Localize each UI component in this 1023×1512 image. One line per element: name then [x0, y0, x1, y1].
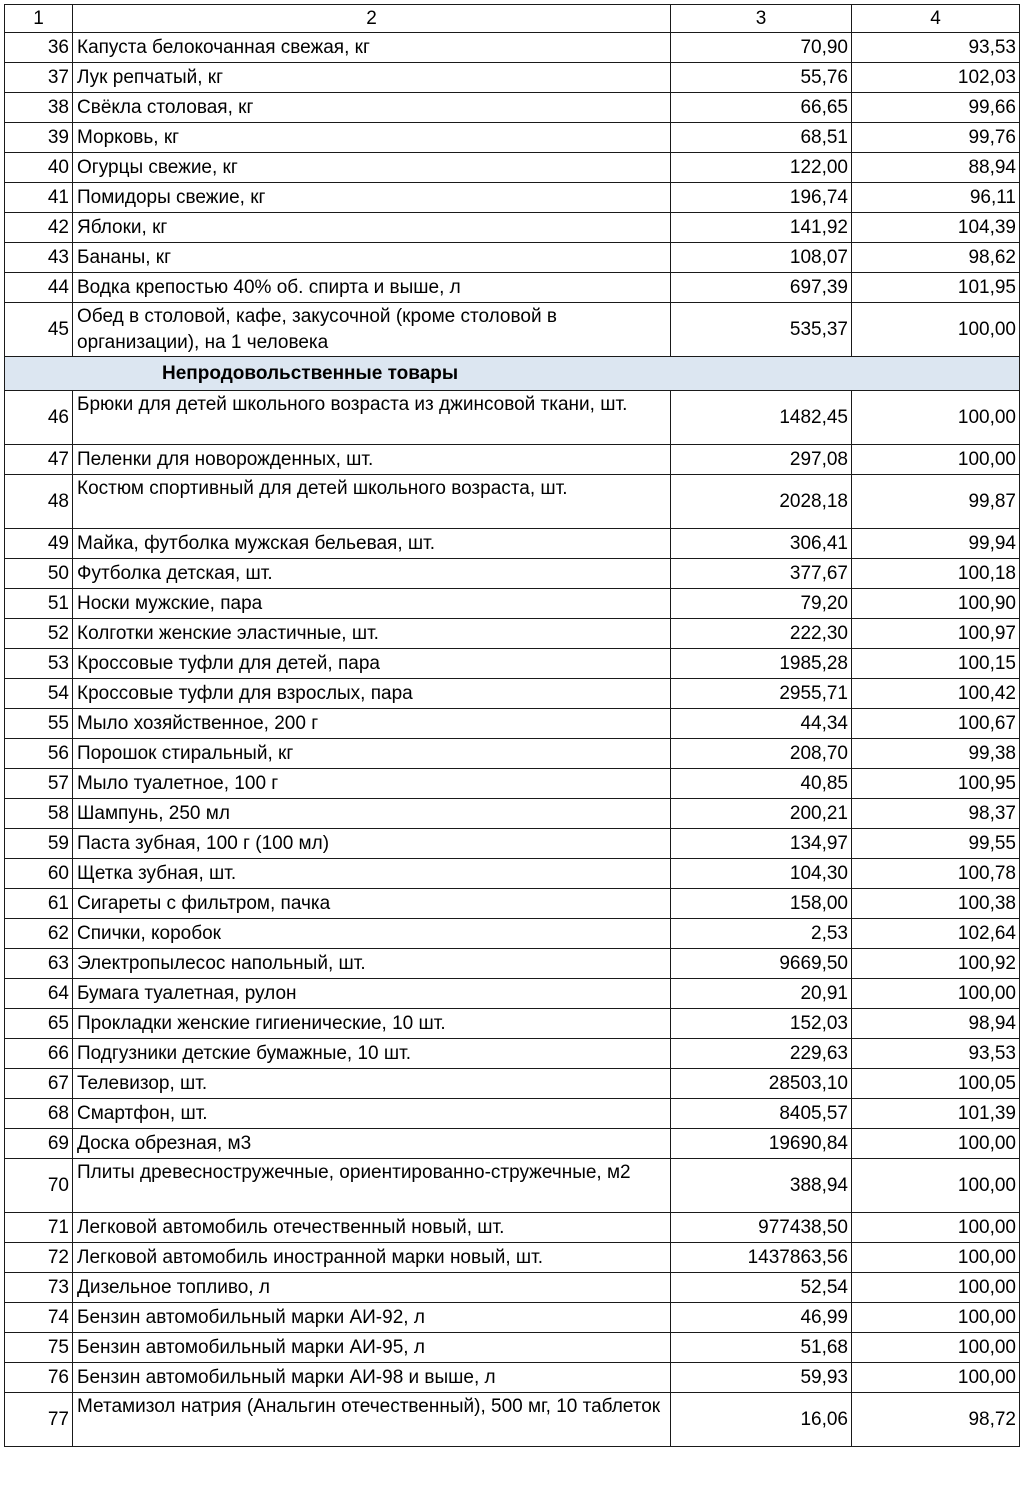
item-price-index: 100,42	[852, 679, 1020, 709]
row-number: 64	[5, 979, 73, 1009]
item-price: 388,94	[671, 1159, 852, 1213]
item-price-index: 101,39	[852, 1099, 1020, 1129]
item-price-index: 100,00	[852, 1333, 1020, 1363]
item-name: Щетка зубная, шт.	[73, 859, 671, 889]
item-price-index: 100,00	[852, 1159, 1020, 1213]
item-price: 977438,50	[671, 1213, 852, 1243]
item-price: 377,67	[671, 559, 852, 589]
item-price: 158,00	[671, 889, 852, 919]
item-price: 152,03	[671, 1009, 852, 1039]
table-row	[5, 979, 1020, 1009]
table-row	[5, 589, 1020, 619]
table-row	[5, 859, 1020, 889]
item-name: Кроссовые туфли для взрослых, пара	[73, 679, 671, 709]
header-col-3: 3	[671, 5, 852, 33]
header-col-4: 4	[852, 5, 1020, 33]
table-row	[5, 475, 1020, 529]
row-number: 73	[5, 1273, 73, 1303]
item-price: 297,08	[671, 445, 852, 475]
table-row	[5, 559, 1020, 589]
item-price: 70,90	[671, 33, 852, 63]
row-number: 44	[5, 273, 73, 303]
item-name: Сигареты с фильтром, пачка	[73, 889, 671, 919]
item-price-index: 100,05	[852, 1069, 1020, 1099]
item-price: 8405,57	[671, 1099, 852, 1129]
item-price: 28503,10	[671, 1069, 852, 1099]
item-name: Колготки женские эластичные, шт.	[73, 619, 671, 649]
item-price-index: 104,39	[852, 213, 1020, 243]
item-price: 1985,28	[671, 649, 852, 679]
item-price-index: 100,00	[852, 979, 1020, 1009]
item-price-index: 101,95	[852, 273, 1020, 303]
table-row	[5, 919, 1020, 949]
item-name: Мыло туалетное, 100 г	[73, 769, 671, 799]
item-name: Водка крепостью 40% об. спирта и выше, л	[73, 273, 671, 303]
table-row	[5, 1393, 1020, 1447]
row-number: 54	[5, 679, 73, 709]
item-price: 141,92	[671, 213, 852, 243]
table-row	[5, 153, 1020, 183]
row-number: 37	[5, 63, 73, 93]
row-number: 59	[5, 829, 73, 859]
item-price: 200,21	[671, 799, 852, 829]
item-price-index: 98,72	[852, 1393, 1020, 1447]
row-number: 67	[5, 1069, 73, 1099]
table-row	[5, 243, 1020, 273]
table-row	[5, 1069, 1020, 1099]
item-name: Подгузники детские бумажные, 10 шт.	[73, 1039, 671, 1069]
item-price: 306,41	[671, 529, 852, 559]
item-price: 697,39	[671, 273, 852, 303]
item-price: 40,85	[671, 769, 852, 799]
item-price: 66,65	[671, 93, 852, 123]
row-number: 69	[5, 1129, 73, 1159]
item-price: 55,76	[671, 63, 852, 93]
item-price: 229,63	[671, 1039, 852, 1069]
item-price-index: 88,94	[852, 153, 1020, 183]
item-price-index: 102,03	[852, 63, 1020, 93]
table-row	[5, 1099, 1020, 1129]
item-price: 196,74	[671, 183, 852, 213]
item-price-index: 100,00	[852, 1213, 1020, 1243]
row-number: 61	[5, 889, 73, 919]
row-number: 76	[5, 1363, 73, 1393]
item-price-index: 100,90	[852, 589, 1020, 619]
item-price: 1437863,56	[671, 1243, 852, 1273]
item-name: Прокладки женские гигиенические, 10 шт.	[73, 1009, 671, 1039]
item-name: Электропылесос напольный, шт.	[73, 949, 671, 979]
item-name: Бумага туалетная, рулон	[73, 979, 671, 1009]
item-price: 16,06	[671, 1393, 852, 1447]
item-price-index: 99,76	[852, 123, 1020, 153]
row-number: 40	[5, 153, 73, 183]
item-name: Морковь, кг	[73, 123, 671, 153]
item-name: Шампунь, 250 мл	[73, 799, 671, 829]
row-number: 77	[5, 1393, 73, 1447]
row-number: 45	[5, 303, 73, 357]
row-number: 53	[5, 649, 73, 679]
table-row	[5, 619, 1020, 649]
item-name: Лук репчатый, кг	[73, 63, 671, 93]
table-row	[5, 739, 1020, 769]
item-price-index: 100,00	[852, 1243, 1020, 1273]
item-price-index: 100,00	[852, 1273, 1020, 1303]
item-price: 208,70	[671, 739, 852, 769]
item-price-index: 100,18	[852, 559, 1020, 589]
table-row	[5, 1303, 1020, 1333]
row-number: 47	[5, 445, 73, 475]
table-row	[5, 123, 1020, 153]
item-price-index: 99,66	[852, 93, 1020, 123]
item-name: Майка, футболка мужская бельевая, шт.	[73, 529, 671, 559]
table-row	[5, 1333, 1020, 1363]
item-name: Паста зубная, 100 г (100 мл)	[73, 829, 671, 859]
row-number: 52	[5, 619, 73, 649]
item-price: 44,34	[671, 709, 852, 739]
table-row	[5, 391, 1020, 445]
row-number: 36	[5, 33, 73, 63]
item-price-index: 99,38	[852, 739, 1020, 769]
row-number: 51	[5, 589, 73, 619]
item-price-index: 100,00	[852, 1129, 1020, 1159]
row-number: 38	[5, 93, 73, 123]
price-table	[4, 4, 1020, 1447]
item-price-index: 100,67	[852, 709, 1020, 739]
item-name: Бензин автомобильный марки АИ-92, л	[73, 1303, 671, 1333]
table-row	[5, 889, 1020, 919]
item-price-index: 99,55	[852, 829, 1020, 859]
item-price: 9669,50	[671, 949, 852, 979]
row-number: 70	[5, 1159, 73, 1213]
item-price-index: 100,38	[852, 889, 1020, 919]
row-number: 41	[5, 183, 73, 213]
table-row	[5, 183, 1020, 213]
item-price: 79,20	[671, 589, 852, 619]
item-price: 2028,18	[671, 475, 852, 529]
item-price-index: 100,92	[852, 949, 1020, 979]
item-name: Свёкла столовая, кг	[73, 93, 671, 123]
item-price: 59,93	[671, 1363, 852, 1393]
food-section	[5, 33, 1020, 357]
header-col-2: 2	[73, 5, 671, 33]
item-price-index: 100,00	[852, 303, 1020, 357]
item-price: 68,51	[671, 123, 852, 153]
table-row	[5, 829, 1020, 859]
row-number: 62	[5, 919, 73, 949]
item-name: Обед в столовой, кафе, закусочной (кроме столовой в организации), на 1 человека	[73, 303, 671, 357]
item-price-index: 99,94	[852, 529, 1020, 559]
item-name: Дизельное топливо, л	[73, 1273, 671, 1303]
row-number: 49	[5, 529, 73, 559]
item-name: Спички, коробок	[73, 919, 671, 949]
item-price: 535,37	[671, 303, 852, 357]
table-row	[5, 769, 1020, 799]
item-name: Бензин автомобильный марки АИ-95, л	[73, 1333, 671, 1363]
item-name: Капуста белокочанная свежая, кг	[73, 33, 671, 63]
item-price: 20,91	[671, 979, 852, 1009]
item-name: Порошок стиральный, кг	[73, 739, 671, 769]
item-price-index: 100,00	[852, 391, 1020, 445]
item-price-index: 100,00	[852, 1363, 1020, 1393]
item-price-index: 98,37	[852, 799, 1020, 829]
table-row	[5, 93, 1020, 123]
item-price-index: 93,53	[852, 1039, 1020, 1069]
item-name: Огурцы свежие, кг	[73, 153, 671, 183]
item-price-index: 93,53	[852, 33, 1020, 63]
item-price: 46,99	[671, 1303, 852, 1333]
item-price: 2955,71	[671, 679, 852, 709]
table-row	[5, 799, 1020, 829]
item-price: 2,53	[671, 919, 852, 949]
item-price: 122,00	[671, 153, 852, 183]
item-price-index: 96,11	[852, 183, 1020, 213]
table-row	[5, 1243, 1020, 1273]
row-number: 39	[5, 123, 73, 153]
row-number: 71	[5, 1213, 73, 1243]
item-price: 1482,45	[671, 391, 852, 445]
item-name: Футболка детская, шт.	[73, 559, 671, 589]
item-price: 222,30	[671, 619, 852, 649]
row-number: 42	[5, 213, 73, 243]
item-price: 108,07	[671, 243, 852, 273]
row-number: 50	[5, 559, 73, 589]
item-name: Кроссовые туфли для детей, пара	[73, 649, 671, 679]
nonfood-section-header	[5, 357, 1020, 391]
item-price-index: 100,78	[852, 859, 1020, 889]
row-number: 72	[5, 1243, 73, 1273]
row-number: 48	[5, 475, 73, 529]
row-number: 75	[5, 1333, 73, 1363]
table-row	[5, 273, 1020, 303]
table-row	[5, 709, 1020, 739]
item-name: Бананы, кг	[73, 243, 671, 273]
table-row	[5, 1159, 1020, 1213]
table-row	[5, 1039, 1020, 1069]
item-name: Метамизол натрия (Анальгин отечественный), 500 мг, 10 таблеток	[73, 1393, 671, 1447]
row-number: 55	[5, 709, 73, 739]
item-name: Брюки для детей школьного возраста из джинсовой ткани, шт.	[73, 391, 671, 445]
item-name: Смартфон, шт.	[73, 1099, 671, 1129]
item-name: Плиты древесностружечные, ориентированно-стружечные, м2	[73, 1159, 671, 1213]
item-name: Помидоры свежие, кг	[73, 183, 671, 213]
table-row	[5, 1213, 1020, 1243]
row-number: 46	[5, 391, 73, 445]
item-name: Яблоки, кг	[73, 213, 671, 243]
table-row	[5, 1129, 1020, 1159]
item-price: 134,97	[671, 829, 852, 859]
row-number: 57	[5, 769, 73, 799]
item-name: Легковой автомобиль отечественный новый, шт.	[73, 1213, 671, 1243]
table-row	[5, 303, 1020, 357]
row-number: 60	[5, 859, 73, 889]
table-row	[5, 679, 1020, 709]
item-name: Мыло хозяйственное, 200 г	[73, 709, 671, 739]
item-price-index: 98,94	[852, 1009, 1020, 1039]
item-name: Костюм спортивный для детей школьного возраста, шт.	[73, 475, 671, 529]
section-title: Непродовольственные товары	[5, 357, 1020, 391]
row-number: 56	[5, 739, 73, 769]
row-number: 65	[5, 1009, 73, 1039]
table-row	[5, 1273, 1020, 1303]
item-price-index: 100,95	[852, 769, 1020, 799]
item-price-index: 99,87	[852, 475, 1020, 529]
column-number-header-row	[5, 5, 1020, 33]
table-row	[5, 649, 1020, 679]
item-price: 104,30	[671, 859, 852, 889]
item-price-index: 98,62	[852, 243, 1020, 273]
table-row	[5, 1363, 1020, 1393]
table-row	[5, 445, 1020, 475]
item-name: Пеленки для новорожденных, шт.	[73, 445, 671, 475]
item-price-index: 100,00	[852, 445, 1020, 475]
row-number: 66	[5, 1039, 73, 1069]
item-name: Легковой автомобиль иностранной марки новый, шт.	[73, 1243, 671, 1273]
item-price-index: 100,00	[852, 1303, 1020, 1333]
row-number: 63	[5, 949, 73, 979]
table-row	[5, 949, 1020, 979]
table-row	[5, 213, 1020, 243]
table-row	[5, 63, 1020, 93]
item-price: 52,54	[671, 1273, 852, 1303]
item-name: Бензин автомобильный марки АИ-98 и выше, л	[73, 1363, 671, 1393]
row-number: 74	[5, 1303, 73, 1333]
item-price: 19690,84	[671, 1129, 852, 1159]
table-row	[5, 529, 1020, 559]
header-col-1: 1	[5, 5, 73, 33]
item-name: Телевизор, шт.	[73, 1069, 671, 1099]
row-number: 68	[5, 1099, 73, 1129]
item-price-index: 102,64	[852, 919, 1020, 949]
nonfood-section	[5, 391, 1020, 1447]
table-row	[5, 1009, 1020, 1039]
item-price-index: 100,15	[852, 649, 1020, 679]
row-number: 58	[5, 799, 73, 829]
item-name: Доска обрезная, м3	[73, 1129, 671, 1159]
section-header-row	[5, 357, 1020, 391]
table-row	[5, 33, 1020, 63]
item-price-index: 100,97	[852, 619, 1020, 649]
item-name: Носки мужские, пара	[73, 589, 671, 619]
row-number: 43	[5, 243, 73, 273]
item-price: 51,68	[671, 1333, 852, 1363]
